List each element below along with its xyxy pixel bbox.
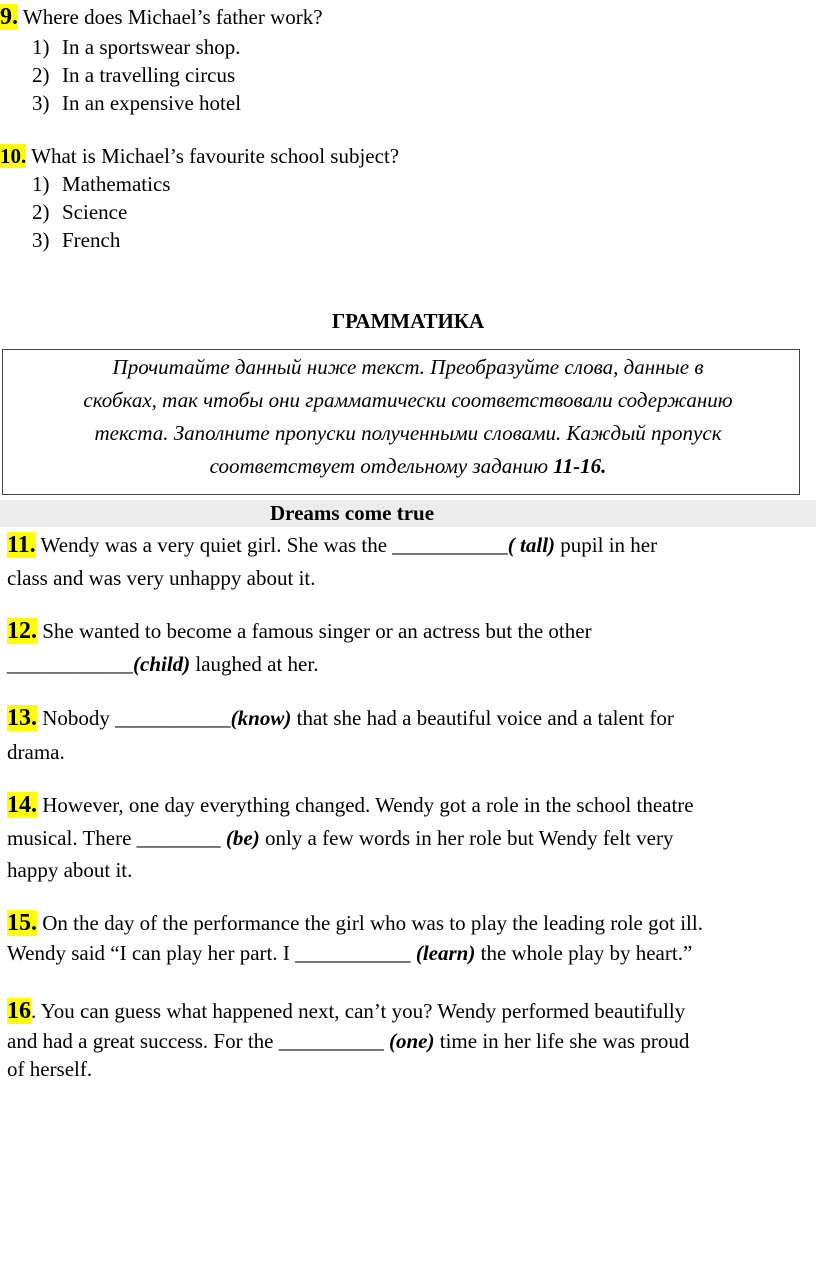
item-11-line-2: class and was very unhappy about it.	[7, 566, 316, 590]
question-number: 10.	[0, 144, 27, 168]
option-text: In an expensive hotel	[62, 91, 242, 115]
instructions-text: соответствует отдельному заданию	[209, 454, 554, 478]
base-word: (child)	[133, 652, 191, 676]
option-item	[32, 35, 240, 60]
item-14-line-3: happy about it.	[7, 858, 133, 882]
option-text: Mathematics	[62, 172, 171, 196]
item-text: pupil in her	[555, 533, 658, 557]
base-word: (one)	[389, 1029, 435, 1053]
option-text: In a sportswear shop.	[62, 35, 241, 59]
item-text: Wendy said “I can play her part. I ___________	[7, 941, 416, 965]
item-16-line-3: of herself.	[7, 1057, 93, 1081]
item-number: 12.	[7, 618, 37, 644]
item-text: Nobody ___________	[37, 706, 231, 730]
base-word: (know)	[230, 706, 292, 730]
item-text: However, one day everything changed. Wendy got a role in the school theatre	[37, 793, 694, 817]
question-number: 9.	[0, 4, 18, 30]
base-word: (be)	[225, 826, 260, 850]
option-text: French	[62, 228, 121, 252]
option-item	[32, 228, 120, 253]
item-text: that she had a beautiful voice and a talent for	[291, 706, 674, 730]
item-text: Wendy was a very quiet girl. She was the ___________	[35, 533, 508, 557]
item-text: the whole play by heart.”	[475, 941, 693, 965]
option-number: 2)	[32, 200, 50, 224]
option-item	[32, 200, 127, 225]
item-text: laughed at her.	[190, 652, 319, 676]
item-number: 15.	[7, 910, 37, 936]
item-number: 14.	[7, 792, 37, 818]
option-number: 1)	[32, 35, 50, 59]
item-15-line-2	[7, 941, 692, 966]
option-item	[32, 91, 241, 116]
option-item	[32, 63, 235, 88]
instructions-line	[0, 454, 816, 479]
item-12-line-1	[7, 618, 592, 645]
option-text: Science	[62, 200, 128, 224]
item-text: . You can guess what happened next, can’t you? Wendy performed beautifully	[31, 999, 686, 1023]
item-text: time in her life she was proud	[434, 1029, 690, 1053]
item-text: On the day of the performance the girl who was to play the leading role got ill.	[37, 911, 703, 935]
item-13-line-2: drama.	[7, 740, 65, 764]
item-13-line-1	[7, 705, 674, 732]
question-text: What is Michael’s favourite school subject?	[31, 144, 400, 168]
item-14-line-2	[7, 826, 673, 851]
option-item	[32, 172, 170, 197]
item-text: She wanted to become a famous singer or an actress but the other	[37, 619, 592, 643]
option-number: 2)	[32, 63, 50, 87]
task-range: 11-16.	[553, 454, 607, 478]
base-word: (learn)	[415, 941, 476, 965]
item-number: 11.	[7, 532, 36, 558]
item-12-line-2	[7, 652, 318, 677]
question-9	[0, 4, 323, 31]
instructions-line: текста. Заполните пропуски полученными словами. Каждый пропуск	[94, 421, 722, 445]
option-number: 3)	[32, 91, 50, 115]
blank: ____________	[7, 652, 133, 676]
option-number: 3)	[32, 228, 50, 252]
option-text: In a travelling circus	[62, 63, 236, 87]
section-heading: ГРАММАТИКА	[331, 309, 485, 333]
item-11-line-1	[7, 532, 657, 559]
item-15-line-1	[7, 910, 703, 937]
question-10	[0, 144, 399, 169]
base-word: ( tall)	[507, 533, 556, 557]
item-text: and had a great success. For the __________	[7, 1029, 389, 1053]
question-text: Where does Michael’s father work?	[22, 5, 323, 29]
instructions-line: скобках, так чтобы они грамматически соответствовали содержанию	[83, 388, 733, 412]
item-number: 13.	[7, 705, 37, 731]
text-title: Dreams come true	[270, 501, 435, 525]
item-text: musical. There ________	[7, 826, 226, 850]
item-number: 16	[7, 998, 31, 1024]
item-14-line-1	[7, 792, 694, 819]
item-text: only a few words in her role but Wendy felt very	[259, 826, 674, 850]
item-16-line-2	[7, 1029, 689, 1054]
option-number: 1)	[32, 172, 50, 196]
instructions-line: Прочитайте данный ниже текст. Преобразуйте слова, данные в	[112, 355, 704, 379]
item-16-line-1	[7, 998, 685, 1025]
